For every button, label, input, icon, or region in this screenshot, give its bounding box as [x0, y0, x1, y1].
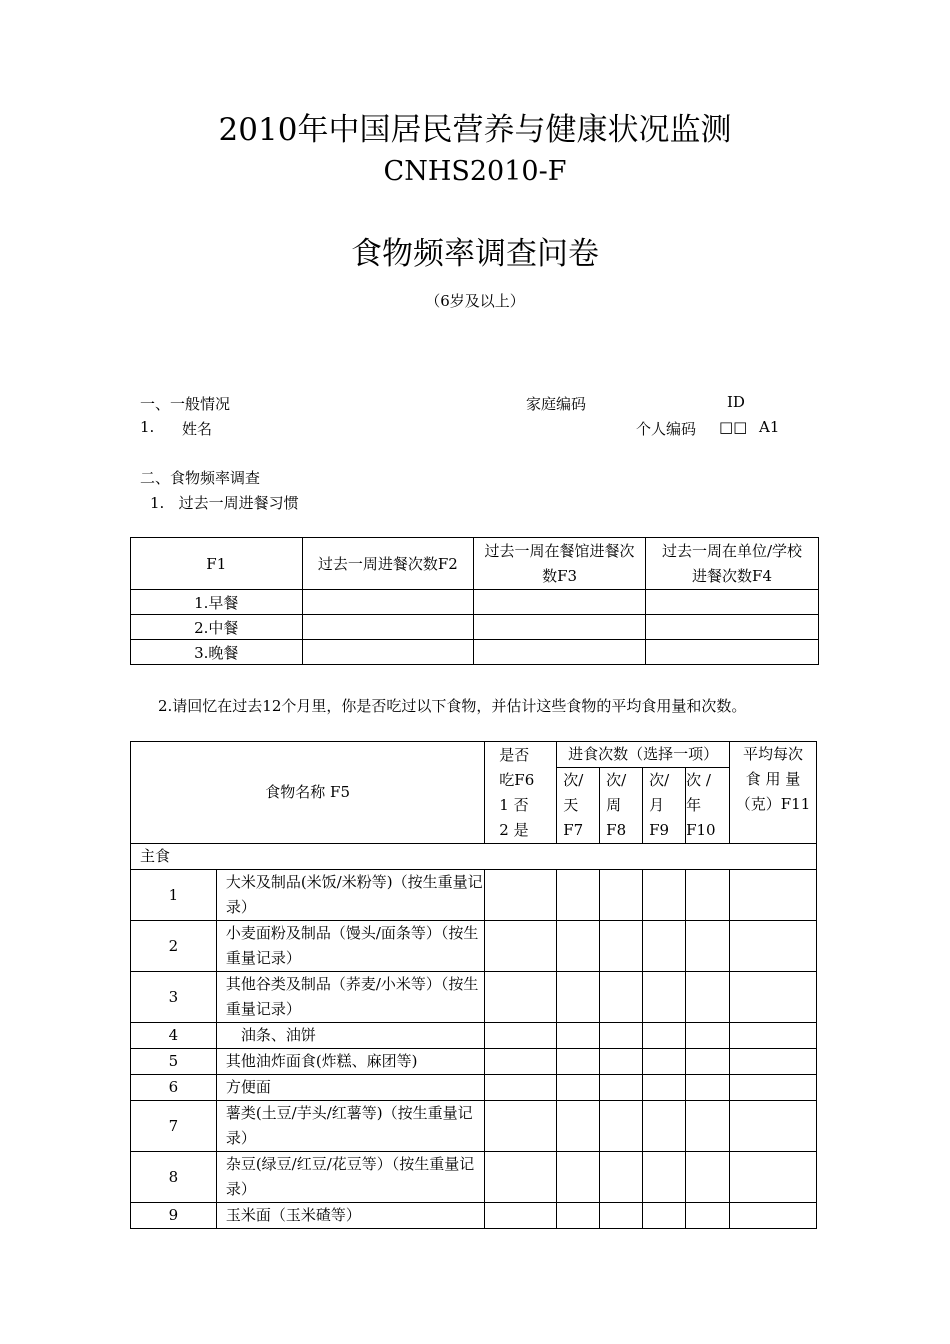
freq-cell[interactable]	[643, 1203, 686, 1229]
food-row-name: 薯类(土豆/芋头/红薯等)（按生重量记录）	[216, 1101, 484, 1152]
section1-heading: 一、一般情况	[140, 395, 231, 413]
eaten-header: 是否 吃F6 1 否 2 是	[485, 742, 557, 844]
food-row-name: 油条、油饼	[216, 1023, 484, 1049]
meal-habit-table	[130, 537, 819, 665]
personal-code-label: 个人编码	[636, 420, 697, 438]
amount-cell[interactable]	[730, 1049, 817, 1075]
meal-input-cell[interactable]	[302, 615, 474, 640]
freq-cell[interactable]	[600, 1049, 643, 1075]
freq-cell[interactable]	[557, 1101, 600, 1152]
eaten-cell[interactable]	[485, 1049, 557, 1075]
freq-col-day: 次/ 天 F7	[557, 768, 600, 844]
freq-cell[interactable]	[686, 1152, 730, 1203]
freq-cell[interactable]	[643, 1152, 686, 1203]
meal-input-cell[interactable]	[646, 640, 819, 665]
freq-cell[interactable]	[600, 972, 643, 1023]
meal-input-cell[interactable]	[474, 640, 646, 665]
amount-cell[interactable]	[730, 1152, 817, 1203]
freq-cell[interactable]	[686, 1023, 730, 1049]
freq-cell[interactable]	[557, 1203, 600, 1229]
freq-cell[interactable]	[643, 972, 686, 1023]
food-row-number: 5	[131, 1049, 217, 1075]
meal-header-f2: 过去一周进餐次数F2	[302, 538, 474, 590]
food-row-number: 4	[131, 1023, 217, 1049]
meal-header-f3: 过去一周在餐馆进餐次数F3	[474, 538, 646, 590]
meal-row-label: 2.中餐	[131, 615, 303, 640]
freq-cell[interactable]	[557, 1075, 600, 1101]
freq-cell[interactable]	[686, 1049, 730, 1075]
food-row-name: 玉米面（玉米碴等）	[216, 1203, 484, 1229]
food-row-number: 3	[131, 972, 217, 1023]
eaten-cell[interactable]	[485, 1203, 557, 1229]
freq-cell[interactable]	[600, 1075, 643, 1101]
freq-cell[interactable]	[600, 1203, 643, 1229]
freq-col-week: 次/ 周 F8	[600, 768, 643, 844]
meal-input-cell[interactable]	[646, 615, 819, 640]
amount-cell[interactable]	[730, 1203, 817, 1229]
amount-cell[interactable]	[730, 1023, 817, 1049]
freq-cell[interactable]	[600, 1101, 643, 1152]
food-row-name: 大米及制品(米饭/米粉等)（按生重量记录）	[216, 870, 484, 921]
meal-input-cell[interactable]	[646, 590, 819, 615]
food-row-name: 杂豆(绿豆/红豆/花豆等）（按生重量记录）	[216, 1152, 484, 1203]
freq-cell[interactable]	[643, 870, 686, 921]
freq-cell[interactable]	[600, 1152, 643, 1203]
food-recall-instruction: 2.请回忆在过去12个月里，你是否吃过以下食物，并估计这些食物的平均食用量和次数。	[158, 697, 747, 715]
freq-cell[interactable]	[686, 972, 730, 1023]
questionnaire-title: 食物频率调查问卷	[351, 236, 599, 272]
freq-cell[interactable]	[686, 1075, 730, 1101]
food-row-number: 6	[131, 1075, 217, 1101]
eaten-cell[interactable]	[485, 1023, 557, 1049]
personal-code-boxes[interactable]: □□	[719, 418, 748, 436]
title-line-2: CNHS2010-F	[383, 156, 567, 187]
age-subtitle: （6岁及以上）	[425, 292, 525, 310]
freq-cell[interactable]	[643, 1101, 686, 1152]
food-row-number: 7	[131, 1101, 217, 1152]
freq-cell[interactable]	[643, 1075, 686, 1101]
freq-cell[interactable]	[600, 921, 643, 972]
freq-cell[interactable]	[557, 870, 600, 921]
freq-cell[interactable]	[686, 870, 730, 921]
freq-cell[interactable]	[557, 1023, 600, 1049]
food-row-name: 方便面	[216, 1075, 484, 1101]
section2-heading: 二、食物频率调查	[140, 469, 261, 487]
amount-cell[interactable]	[730, 1075, 817, 1101]
food-row-name: 其他谷类及制品（荞麦/小米等）（按生重量记录）	[216, 972, 484, 1023]
eaten-cell[interactable]	[485, 1075, 557, 1101]
eaten-cell[interactable]	[485, 972, 557, 1023]
id-label: ID	[727, 393, 745, 411]
freq-cell[interactable]	[600, 870, 643, 921]
freq-cell[interactable]	[686, 921, 730, 972]
freq-cell[interactable]	[557, 1049, 600, 1075]
meal-input-cell[interactable]	[302, 590, 474, 615]
eaten-cell[interactable]	[485, 921, 557, 972]
food-frequency-table	[130, 741, 817, 1229]
food-row-name: 小麦面粉及制品（馒头/面条等）（按生重量记录）	[216, 921, 484, 972]
eaten-cell[interactable]	[485, 870, 557, 921]
meal-input-cell[interactable]	[474, 615, 646, 640]
food-row-number: 8	[131, 1152, 217, 1203]
freq-col-year: 次 / 年 F10	[686, 768, 730, 844]
freq-cell[interactable]	[557, 1152, 600, 1203]
freq-cell[interactable]	[643, 1023, 686, 1049]
item1-number: 1.	[140, 418, 155, 436]
freq-cell[interactable]	[643, 1049, 686, 1075]
frequency-header: 进食次数（选择一项）	[557, 742, 730, 768]
amount-cell[interactable]	[730, 1101, 817, 1152]
name-label: 姓名	[182, 420, 213, 438]
food-name-header: 食物名称 F5	[131, 742, 485, 844]
freq-cell[interactable]	[600, 1023, 643, 1049]
average-amount-header: 平均每次 食 用 量 （克）F11	[730, 742, 817, 844]
personal-code-value: A1	[759, 418, 780, 436]
freq-cell[interactable]	[686, 1203, 730, 1229]
food-row-number: 1	[131, 870, 217, 921]
meal-row-label: 3.晚餐	[131, 640, 303, 665]
freq-cell[interactable]	[557, 921, 600, 972]
meal-input-cell[interactable]	[302, 640, 474, 665]
meal-row-label: 1.早餐	[131, 590, 303, 615]
amount-cell[interactable]	[730, 870, 817, 921]
eaten-cell[interactable]	[485, 1101, 557, 1152]
food-row-number: 2	[131, 921, 217, 972]
amount-cell[interactable]	[730, 921, 817, 972]
food-row-name: 其他油炸面食(炸糕、麻团等)	[216, 1049, 484, 1075]
freq-cell[interactable]	[557, 972, 600, 1023]
family-code-label: 家庭编码	[526, 395, 587, 413]
meal-habit-item: 1. 过去一周进餐习惯	[150, 494, 299, 512]
food-row-number: 9	[131, 1203, 217, 1229]
freq-cell[interactable]	[643, 921, 686, 972]
meal-input-cell[interactable]	[474, 590, 646, 615]
eaten-cell[interactable]	[485, 1152, 557, 1203]
meal-header-f1: F1	[131, 538, 303, 590]
freq-col-month: 次/ 月 F9	[643, 768, 686, 844]
amount-cell[interactable]	[730, 972, 817, 1023]
meal-header-f4: 过去一周在单位/学校进餐次数F4	[646, 538, 819, 590]
title-line-1: 2010年中国居民营养与健康状况监测	[218, 112, 732, 148]
freq-cell[interactable]	[686, 1101, 730, 1152]
category-staple: 主食	[131, 844, 817, 870]
